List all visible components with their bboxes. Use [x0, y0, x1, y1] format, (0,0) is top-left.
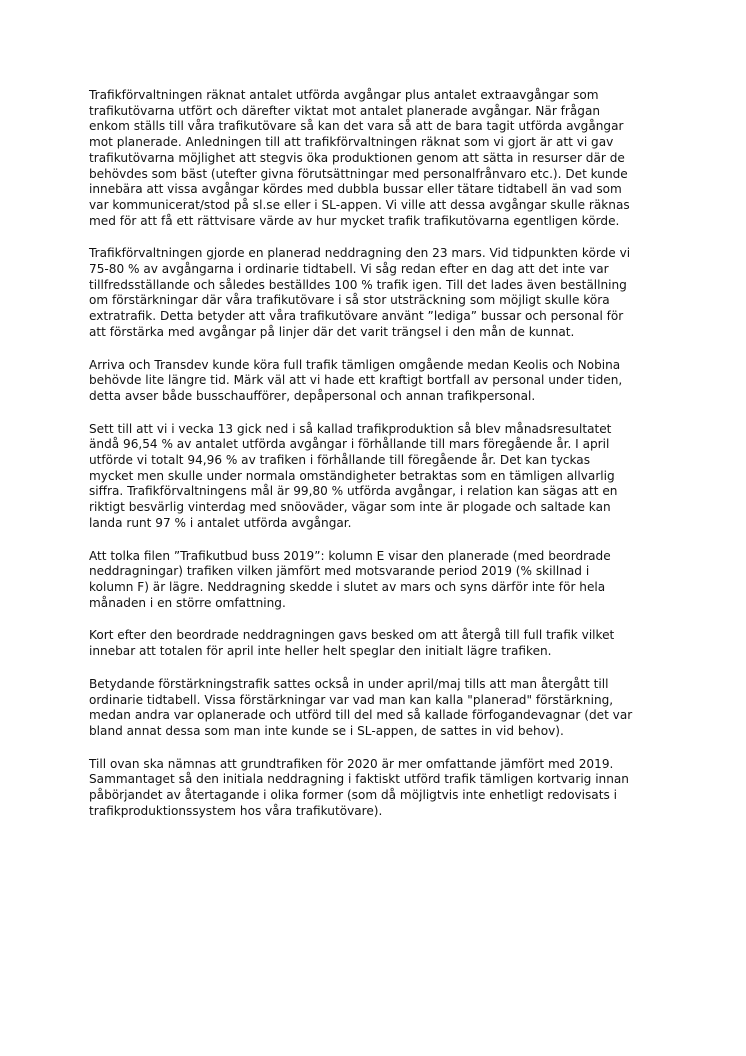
paragraph-line: ordinarie tidtabell. Vissa förstärkningar var vad man kan kalla "planerad" förstärkning, [89, 692, 614, 707]
paragraph-line: månaden i en större omfattning. [89, 595, 286, 610]
paragraph-line: att förstärka med avgångar på linjer där det varit trängsel i den mån de kunnat. [89, 324, 575, 339]
paragraph-line: innebära att vissa avgångar kördes med dubbla bussar eller tätare tidtabell än vad som [89, 182, 622, 197]
paragraph-line: påbörjandet av återtagande i olika former (som då möjligtvis inte enhetligt redovisats i [89, 788, 617, 803]
paragraph-7 [89, 677, 669, 740]
paragraph-line: Trafikförvaltningen gjorde en planerad neddragning den 23 mars. Vid tidpunkten körde vi [89, 246, 631, 261]
paragraph-line: Arriva och Transdev kunde köra full trafik tämligen omgående medan Keolis och Nobina [89, 357, 621, 372]
paragraph-line: innebar att totalen för april inte heller helt speglar den initialt lägre trafiken. [89, 644, 552, 659]
paragraph-line: kolumn F) är lägre. Neddragning skedde i slutet av mars och syns därför inte för hela [89, 579, 606, 594]
paragraph-line: mot planerade. Anledningen till att trafikförvaltningen räknat som vi gjort är att vi gav [89, 135, 614, 150]
paragraph-line: trafikproduktionssystem hos våra trafikutövare). [89, 803, 383, 818]
paragraph-line: detta avser både busschaufförer, depåpersonal och annan trafikpersonal. [89, 388, 536, 403]
paragraph-line: med för att få ett rättvisare värde av hur mycket trafik trafikutövarna egentligen körde. [89, 213, 620, 228]
paragraph-line: mycket men skulle under normala omständigheter betraktas som en tämligen allvarlig [89, 468, 615, 483]
paragraph-line: Sammantaget så den initiala neddragning i faktiskt utförd trafik tämligen kortvarig innan [89, 772, 629, 787]
paragraph-line: utförde vi totalt 94,96 % av trafiken i förhållande till föregående år. Det kan tyckas [89, 453, 591, 468]
paragraph-line: landa runt 97 % i antalet utförda avgångar. [89, 515, 352, 530]
paragraph-5 [89, 549, 669, 612]
paragraph-line: behövdes som bäst (utefter givna förutsättningar med personalfrånvaro etc.). Det kunde [89, 166, 628, 181]
paragraph-line: Kort efter den beordrade neddragningen gavs besked om att återgå till full trafik vilket [89, 628, 615, 643]
paragraph-line: Sett till att vi i vecka 13 gick ned i så kallad trafikproduktion så blev månadsresultatet [89, 421, 612, 436]
paragraph-line: behövde lite längre tid. Märk väl att vi hade ett kraftigt bortfall av personal under tiden, [89, 373, 623, 388]
paragraph-2 [89, 246, 669, 340]
paragraph-line: Att tolka filen ”Trafikutbud buss 2019”: kolumn E visar den planerade (med beordrade [89, 548, 611, 563]
paragraph-line: trafikutövarna möjlighet att stegvis öka produktionen genom att sätta in resurser där de [89, 150, 625, 165]
paragraph-line: var kommunicerat/stod på sl.se eller i SL-appen. Vi ville att dessa avgångar skulle räknas [89, 197, 630, 212]
paragraph-8 [89, 757, 669, 820]
document-body [89, 88, 669, 836]
paragraph-1 [89, 88, 669, 229]
paragraph-line: Till ovan ska nämnas att grundtrafiken för 2020 är mer omfattande jämfört med 2019. [89, 756, 614, 771]
paragraph-line: neddragningar) trafiken vilken jämfört med motsvarande period 2019 (% skillnad i [89, 564, 590, 579]
paragraph-6 [89, 628, 669, 659]
paragraph-line: riktigt besvärlig vinterdag med snöoväder, vägar som inte är plogade och saltade kan [89, 500, 611, 515]
paragraph-line: Trafikförvaltningen räknat antalet utförda avgångar plus antalet extraavgångar som [89, 88, 599, 102]
paragraph-line: 75-80 % av avgångarna i ordinarie tidtabell. Vi såg redan efter en dag att det inte var [89, 262, 609, 277]
paragraph-line: om förstärkningar där våra trafikutövare i så stor utsträckning som möjligt skulle köra [89, 293, 610, 308]
paragraph-line: trafikutövarna utfört och därefter viktat mot antalet planerade avgångar. När frågan [89, 103, 601, 118]
paragraph-3 [89, 358, 669, 405]
paragraph-line: enkom ställs till våra trafikutövare så kan det vara så att de bara tagit utförda avgångar [89, 119, 624, 134]
paragraph-line: bland annat dessa som man inte kunde se i SL-appen, de sattes in vid behov). [89, 723, 564, 738]
paragraph-line: extratrafik. Detta betyder att våra trafikutövare använt ”lediga” bussar och personal för [89, 309, 624, 324]
paragraph-line: tillfredsställande och således beställdes 100 % trafik igen. Till det lades även beställning [89, 277, 627, 292]
paragraph-line: ändå 96,54 % av antalet utförda avgångar i förhållande till mars föregående år. I april [89, 437, 610, 452]
paragraph-line: Betydande förstärkningstrafik sattes också in under april/maj tills att man återgått till [89, 676, 609, 691]
paragraph-line: medan andra var oplanerade och utförd till del med så kallade förfogandevagnar (det var [89, 708, 633, 723]
paragraph-4 [89, 422, 669, 532]
paragraph-line: siffra. Trafikförvaltningens mål är 99,80 % utförda avgångar, i relation kan sägas att en [89, 484, 618, 499]
